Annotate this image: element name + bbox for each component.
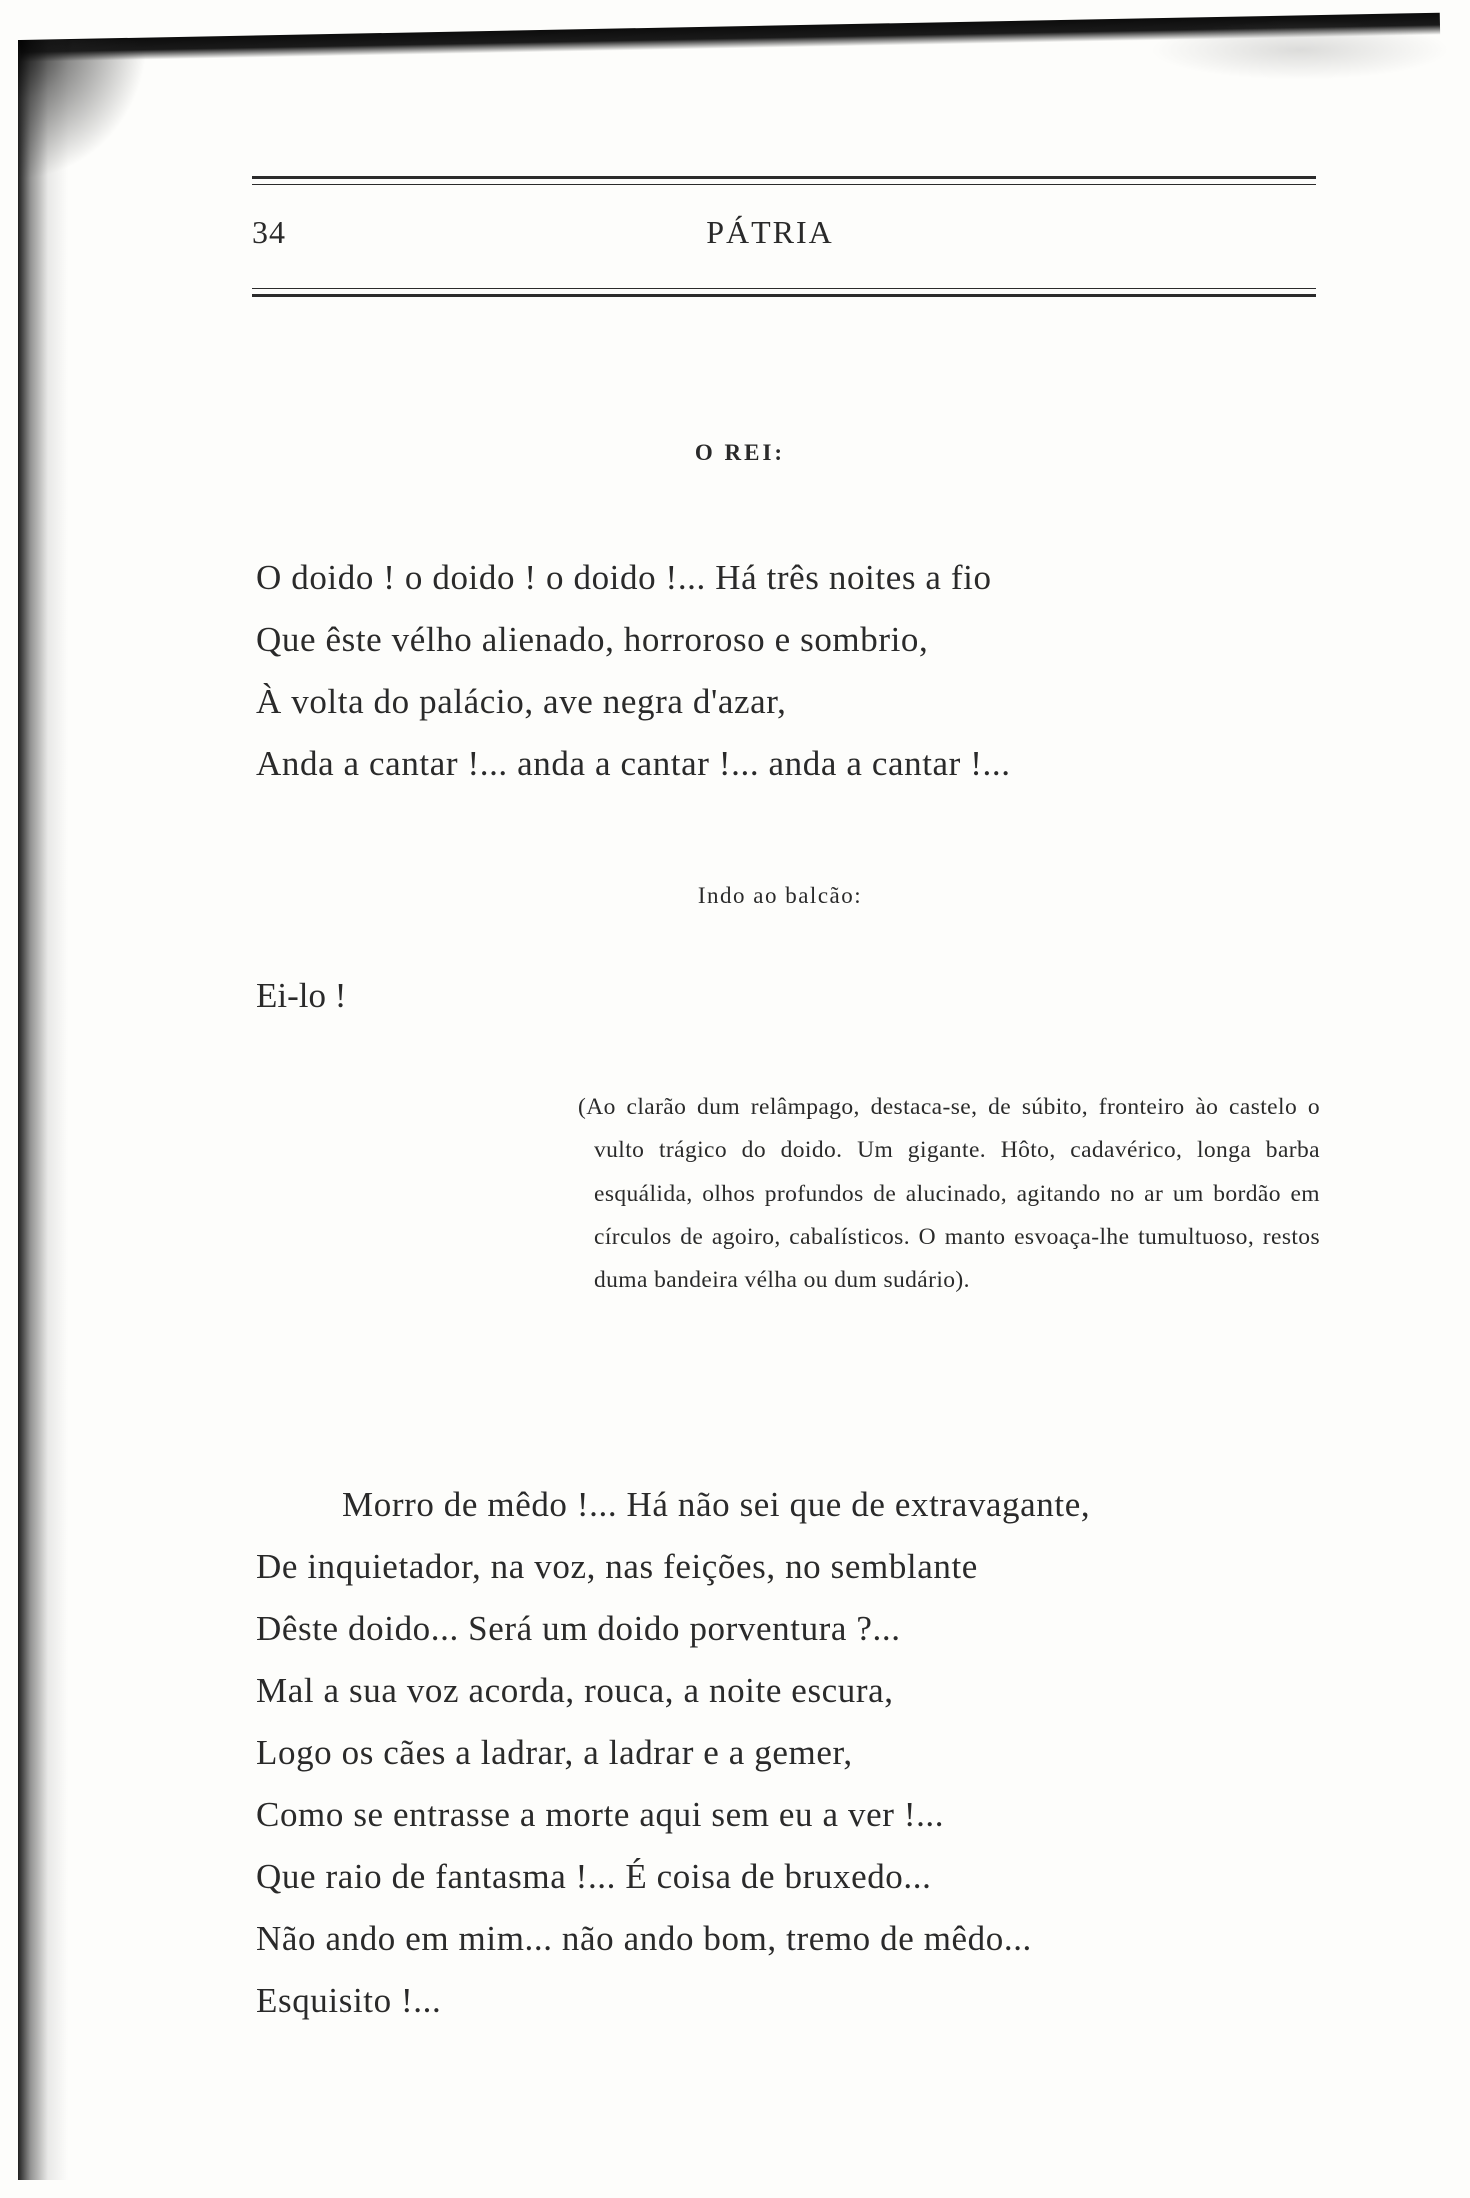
scan-shadow-corner: [18, 40, 148, 180]
verse-line: À volta do palácio, ave negra d'azar,: [256, 682, 787, 721]
page-number: 34: [252, 214, 286, 250]
verse-line: Esquisito !...: [256, 1981, 442, 2020]
stage-direction: Indo ao balcão:: [697, 883, 863, 908]
verse-line: Anda a cantar !... anda a cantar !... anda a cantar !...: [256, 744, 1011, 783]
verse-line: Logo os cães a ladrar, a ladrar e a gemer,: [256, 1733, 853, 1772]
verse-line: Dêste doido... Será um doido porventura ?...: [256, 1609, 901, 1648]
interjection: Ei-lo !: [256, 976, 347, 1015]
verse-line: Mal a sua voz acorda, rouca, a noite escura,: [256, 1671, 894, 1710]
verse-line: Não ando em mim... não ando bom, tremo de mêdo...: [256, 1919, 1032, 1958]
header-rule-top-thin: [252, 184, 1316, 185]
second-stanza: [256, 1474, 1336, 2032]
running-title: PÁTRIA: [706, 214, 834, 250]
speaker-name: O REI:: [694, 440, 786, 465]
header-rule-top: [252, 176, 1316, 179]
verse-line: De inquietador, na voz, nas feições, no semblante: [256, 1547, 978, 1586]
verse-line: Que êste vélho alienado, horroroso e sombrio,: [256, 620, 929, 659]
scan-shadow-left: [18, 40, 68, 2180]
header-rule-bottom-thin: [252, 288, 1316, 289]
verse-line: Morro de mêdo !... Há não sei que de extravagante,: [342, 1485, 1091, 1524]
stage-note: (Ao clarão dum relâmpago, destaca-se, de súbito, fronteiro ào castelo o vulto trágico do doido. Um gigante. Hôto, cadavérico, longa barba esquálida, olhos profundos de alucinado, agitando no ar um bordão em círculos de agoiro, cabalísticos. O manto esvoaça-lhe tumultuoso, restos duma bandeira vélha ou dum sudário).: [578, 1094, 1320, 1294]
verse-line: Como se entrasse a morte aqui sem eu a ver !...: [256, 1795, 945, 1834]
first-stanza: [256, 547, 1336, 795]
header-rule-bottom: [252, 294, 1316, 297]
verse-line: Que raio de fantasma !... É coisa de bruxedo...: [256, 1857, 932, 1896]
scan-shadow-top-right: [1150, 20, 1450, 80]
verse-line: O doido ! o doido ! o doido !... Há três noites a fio: [256, 558, 992, 597]
